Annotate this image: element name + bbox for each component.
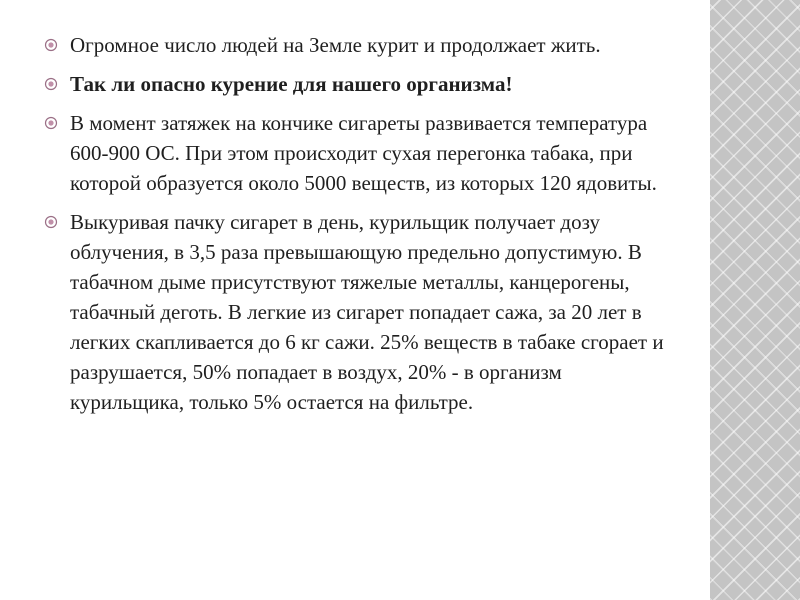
slide-content xyxy=(44,30,674,426)
bullet-circle-icon xyxy=(44,77,58,91)
bullet-item xyxy=(44,108,674,198)
bullet-text: Огромное число людей на Земле курит и продолжает жить. xyxy=(70,33,601,57)
bullet-item-emphasis xyxy=(44,69,674,99)
bullet-text: В момент затяжек на кончике сигареты развивается температура 600-900 ОС. При этом происходит сухая перегонка табака, при которой образуется около 5000 веществ, из которых 120 ядовиты. xyxy=(70,111,657,195)
bullet-circle-icon xyxy=(44,38,58,52)
bullet-circle-icon xyxy=(44,215,58,229)
bullet-circle-icon xyxy=(44,116,58,130)
bullet-text: Так ли опасно курение для нашего организма! xyxy=(70,72,513,96)
bullet-text: Выкуривая пачку сигарет в день, курильщик получает дозу облучения, в 3,5 раза превышающую предельно допустимую. В табачном дыме присутствуют тяжелые металлы, канцерогены, табачный деготь. В легкие из сигарет попадает сажа, за 20 лет в легких скапливается до 6 кг сажи. 25% веществ в табаке сгорает и разрушается, 50% попадает в воздух, 20% - в организм курильщика, только 5% остается на фильтре. xyxy=(70,210,664,414)
bullet-item xyxy=(44,30,674,60)
bullet-list xyxy=(44,30,674,417)
bullet-item xyxy=(44,207,674,417)
decorative-side-band xyxy=(710,0,800,600)
